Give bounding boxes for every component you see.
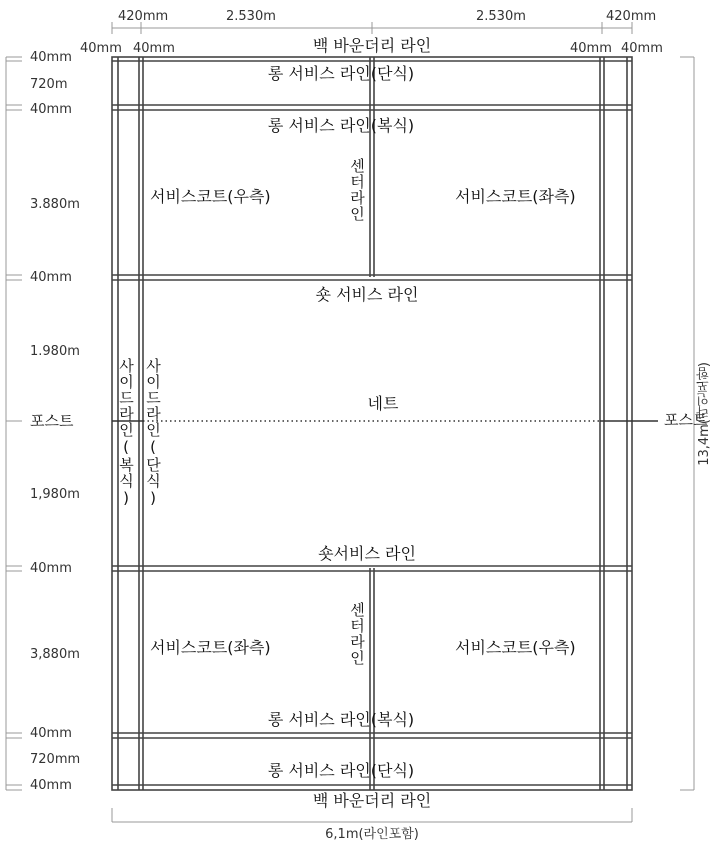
- net-label: 네트: [367, 394, 399, 413]
- dim-top-right-sideline: 420mm: [606, 9, 657, 24]
- dim-left-40mm-1: 40mm: [30, 50, 72, 65]
- service-court-left-top-label: 서비스코트(좌측): [455, 187, 576, 206]
- dim-left-1980m-b: 1,980m: [30, 487, 80, 502]
- long-service-line-doubles-bottom-label: 롱 서비스 라인(복식): [267, 710, 415, 729]
- post-label-left: 포스트: [30, 412, 74, 430]
- service-court-left-bottom-label: 서비스코트(좌측): [150, 638, 271, 657]
- dim-left-40mm-3: 40mm: [30, 270, 72, 285]
- dim-left-40mm-2: 40mm: [30, 102, 72, 117]
- dim-left-1980m: 1.980m: [30, 344, 80, 359]
- dim-top-left-sideline: 420mm: [118, 9, 169, 24]
- post-label-right: 포스트: [664, 411, 708, 429]
- service-court-right-top-label: 서비스코트(우측): [150, 187, 271, 206]
- dim-top-left-half: 2.530m: [226, 9, 276, 24]
- center-line-bottom-label: 센터라인: [348, 602, 366, 666]
- long-service-line-doubles-top-label: 롱 서비스 라인(복식): [267, 116, 415, 135]
- dim-left-3880m: 3.880m: [30, 197, 80, 212]
- dim-top-right-half: 2.530m: [476, 9, 526, 24]
- dim-top-40mm-a: 40mm: [80, 41, 122, 56]
- dim-left-40mm-5: 40mm: [30, 726, 72, 741]
- side-line-singles-label: 사이드라인(단식): [144, 358, 162, 508]
- long-service-line-singles-top-label: 롱 서비스 라인(단식): [267, 64, 415, 83]
- court-outer-boundary: [112, 57, 632, 790]
- dim-left-3880m-b: 3,880m: [30, 647, 80, 662]
- dim-top-40mm-b: 40mm: [133, 41, 175, 56]
- center-line-top-label: 센터라인: [348, 158, 366, 222]
- back-boundary-line-top-label: 백 바운더리 라인: [312, 36, 432, 55]
- dim-total-width: 6,1m(라인포함): [325, 827, 419, 842]
- dim-top-40mm-c: 40mm: [570, 41, 612, 56]
- service-court-right-bottom-label: 서비스코트(우측): [455, 638, 576, 657]
- long-service-line-singles-bottom-label: 롱 서비스 라인(단식): [267, 761, 415, 780]
- short-service-line-bottom-label: 숏서비스 라인: [318, 544, 416, 563]
- dim-left-720mm: 720mm: [30, 752, 81, 767]
- dim-left-40mm-6: 40mm: [30, 778, 72, 793]
- side-line-doubles-label: 사이드라인(복식): [117, 358, 135, 508]
- back-boundary-line-bottom-label: 백 바운더리 라인: [312, 791, 432, 810]
- dim-left-40mm-4: 40mm: [30, 561, 72, 576]
- dim-total-length: 13,4m(라인포함): [697, 362, 712, 466]
- short-service-line-top-label: 숏 서비스 라인: [315, 285, 419, 304]
- dim-left-720m: 720m: [30, 77, 68, 92]
- dim-top-40mm-d: 40mm: [621, 41, 663, 56]
